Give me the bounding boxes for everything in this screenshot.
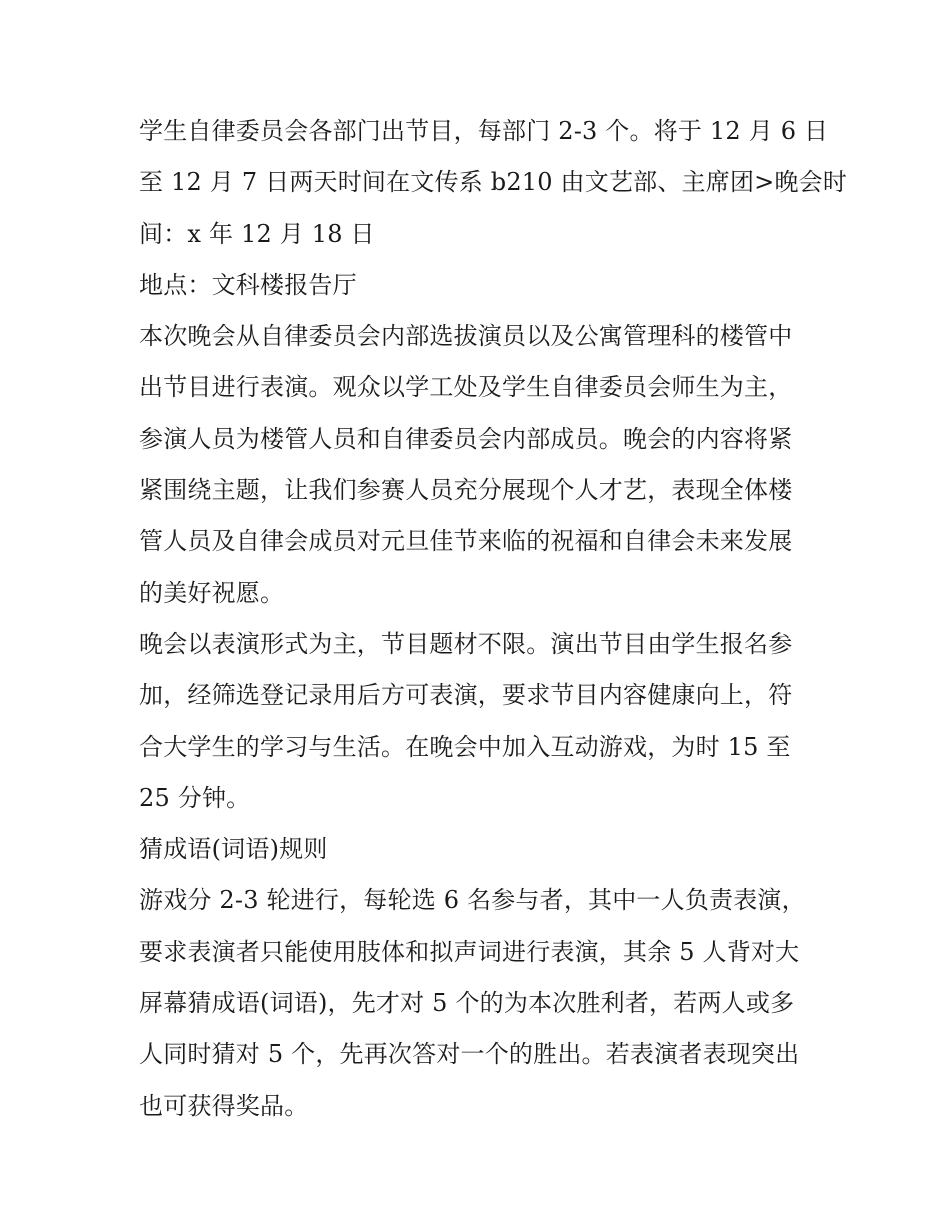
text-line: 也可获得奖品。 (139, 1091, 309, 1120)
text-line: 本次晚会从自律委员会内部选拔演员以及公寓管理科的楼管中 (139, 322, 793, 351)
text-line: 间：x 年 12 月 18 日 (139, 219, 375, 248)
text-line: 屏幕猜成语(词语)，先才对 5 个的为本次胜利者，若两人或多 (139, 989, 795, 1018)
text-line: 25 分钟。 (139, 783, 251, 812)
text-line: 至 12 月 7 日两天时间在文传系 b210 由文艺部、主席团>晚会时 (139, 168, 848, 197)
section-heading: 猜成语(词语)规则 (139, 835, 328, 864)
text-line: 参演人员为楼管人员和自律委员会内部成员。晚会的内容将紧 (139, 424, 793, 453)
text-line: 的美好祝愿。 (139, 578, 285, 607)
text-line: 地点：文科楼报告厅 (139, 270, 357, 299)
text-line: 人同时猜对 5 个，先再次答对一个的胜出。若表演者表现突出 (139, 1040, 800, 1069)
text-line: 合大学生的学习与生活。在晚会中加入互动游戏，为时 15 至 (139, 732, 791, 761)
text-line: 加，经筛选登记录用后方可表演，要求节目内容健康向上，符 (139, 681, 793, 710)
text-line: 管人员及自律会成员对元旦佳节来临的祝福和自律会未来发展 (139, 527, 793, 556)
text-line: 出节目进行表演。观众以学工处及学生自律委员会师生为主， (139, 373, 793, 402)
text-line: 晚会以表演形式为主，节目题材不限。演出节目由学生报名参 (139, 629, 793, 658)
document-body (139, 106, 848, 1132)
text-line: 游戏分 2-3 轮进行，每轮选 6 名参与者，其中一人负责表演， (139, 886, 806, 915)
text-line: 要求表演者只能使用肢体和拟声词进行表演，其余 5 人背对大 (139, 937, 800, 966)
text-line: 学生自律委员会各部门出节目，每部门 2-3 个。将于 12 月 6 日 (139, 117, 829, 145)
text-line: 紧围绕主题，让我们参赛人员充分展现个人才艺，表现全体楼 (139, 476, 793, 505)
